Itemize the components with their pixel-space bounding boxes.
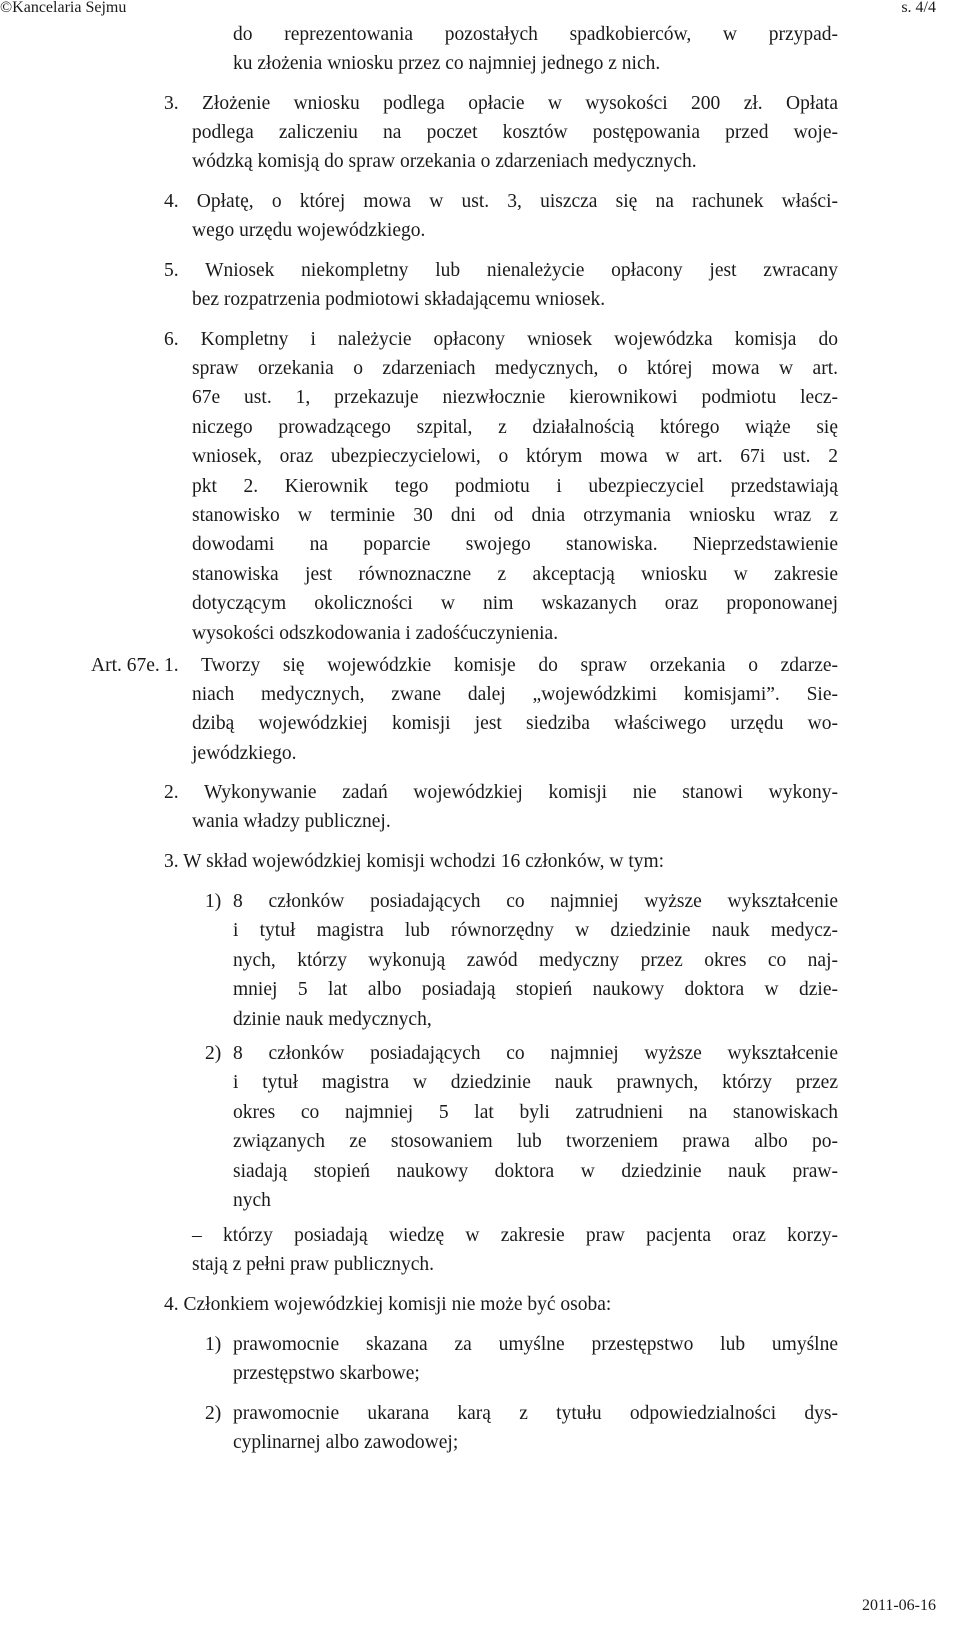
text-line: dotyczącym okoliczności w nim wskazanych oraz proponowanej (192, 593, 838, 615)
text-line: niczego prowadzącego szpital, z działalnością którego wiąże się (192, 416, 838, 438)
paragraph-4-cont (192, 216, 838, 245)
text-line: dowodami na poparcie swojego stanowiska. Nieprzedstawienie (192, 534, 838, 556)
text-line: bez rozpatrzenia podmiotowi składającemu wniosek. (192, 289, 606, 310)
text-line: i tytuł magistra w dziedzinie nauk prawnych, którzy przez (233, 1072, 838, 1094)
paragraph-5-cont (192, 285, 838, 314)
text-line: 8 członków posiadających co najmniej wyższe wykształcenie (233, 1043, 838, 1064)
list-item-3-1 (233, 887, 838, 1034)
page-number: s. 4/4 (901, 0, 936, 16)
text-line: stają z pełni praw publicznych. (192, 1254, 435, 1276)
paragraph-3 (164, 89, 838, 118)
text-line: okres co najmniej 5 lat byli zatrudnieni na stanowiskach (233, 1101, 838, 1123)
article-67e-para-1-cont (192, 680, 838, 768)
text-line: dzinie nauk medycznych, (233, 1008, 432, 1030)
text-line: 5. Wniosek niekompletny lub nienależycie opłacony jest zwracany (164, 260, 838, 281)
text-line: wego urzędu wojewódzkiego. (192, 220, 426, 241)
text-line: wódzką komisją do spraw orzekania o zdarzeniach medycznych. (192, 151, 697, 173)
text-line: 4. Opłatę, o której mowa w ust. 3, uiszcza się na rachunek właści- (164, 191, 838, 212)
list-item-3-2 (233, 1039, 838, 1215)
text-line: 3. Złożenie wniosku podlega opłacie w wysokości 200 zł. Opłata (164, 93, 838, 114)
article-label: Art. 67e. (91, 655, 160, 676)
list-tail (192, 1221, 838, 1280)
article-67e-para-3 (164, 847, 838, 876)
text-line: 8 członków posiadających co najmniej wyższe wykształcenie (233, 891, 838, 912)
text-line: mniej 5 lat albo posiadają stopień naukowy doktora w dzie- (233, 979, 838, 1001)
list-number: 1) (205, 1334, 222, 1355)
list-item-4-2 (233, 1399, 838, 1458)
text-line: dzibą wojewódzkiej komisji jest siedziba właściwego urzędu wo- (192, 713, 838, 735)
paragraph-6-cont (192, 354, 838, 648)
publisher-header: ©Kancelaria Sejmu (0, 0, 127, 16)
list-number: 2) (205, 1043, 222, 1064)
paragraph-4 (164, 187, 838, 216)
text-line: niach medycznych, zwane dalej „wojewódzkimi komisjami”. Sie- (192, 684, 838, 705)
document-date: 2011-06-16 (861, 1597, 936, 1614)
text-line: pkt 2. Kierownik tego podmiotu i ubezpieczyciel przedstawiają (192, 475, 838, 497)
text-line: prawomocnie ukarana karą z tytułu odpowiedzialności dys- (233, 1403, 838, 1424)
text-line: i tytuł magistra lub równorzędny w dziedzinie nauk medycz- (233, 920, 838, 942)
text-line: 67e ust. 1, przekazuje niezwłocznie kierownikowi podmiotu lecz- (192, 387, 838, 409)
text-line: 4. Członkiem wojewódzkiej komisji nie może być osoba: (164, 1294, 612, 1315)
text-line: przestępstwo skarbowe; (233, 1363, 420, 1385)
paragraph-3-cont (192, 118, 838, 177)
text-line: do reprezentowania pozostałych spadkobierców, w przypad- (233, 24, 838, 45)
text-line: nych (233, 1190, 271, 1212)
text-line: nych, którzy wykonują zawód medyczny przez okres co naj- (233, 949, 838, 971)
article-67e-para-2-cont (192, 807, 838, 836)
text-line: 3. W skład wojewódzkiej komisji wchodzi 16 członków, w tym: (164, 851, 665, 872)
text-line: stanowiska jest równoznaczne z akceptacją wniosku w zakresie (192, 563, 838, 585)
text-line: jewódzkiego. (192, 742, 297, 764)
article-67e-para-4 (164, 1290, 838, 1319)
text-line: wniosek, oraz ubezpieczycielowi, o którym mowa w art. 67i ust. 2 (192, 446, 838, 468)
text-line: spraw orzekania o zdarzeniach medycznych, o której mowa w art. (192, 358, 838, 379)
text-line: stanowisko w terminie 30 dni od dnia otrzymania wniosku wraz z (192, 505, 838, 527)
article-67e-para-2 (164, 778, 838, 807)
continuation-paragraph (233, 20, 838, 79)
article-67e-para-1 (164, 651, 838, 680)
text-line: prawomocnie skazana za umyślne przestępstwo lub umyślne (233, 1334, 838, 1355)
list-item-4-1 (233, 1330, 838, 1389)
text-line: wania władzy publicznej. (192, 811, 391, 832)
text-line: 6. Kompletny i należycie opłacony wniosek wojewódzka komisja do (164, 329, 838, 350)
text-line: 2. Wykonywanie zadań wojewódzkiej komisji nie stanowi wykony- (164, 782, 838, 803)
text-line: podlega zaliczeniu na poczet kosztów postępowania przed woje- (192, 122, 838, 143)
text-line: 1. Tworzy się wojewódzkie komisje do spraw orzekania o zdarze- (164, 655, 838, 676)
list-number: 1) (205, 891, 222, 912)
text-line: związanych ze stosowaniem lub tworzeniem prawa albo po- (233, 1131, 838, 1153)
text-line: ku złożenia wniosku przez co najmniej jednego z nich. (233, 53, 661, 75)
paragraph-5 (164, 256, 838, 285)
text-line: siadają stopień naukowy doktora w dziedzinie nauk praw- (233, 1160, 838, 1182)
text-line: – którzy posiadają wiedzę w zakresie praw pacjenta oraz korzy- (192, 1225, 838, 1246)
text-line: cyplinarnej albo zawodowej; (233, 1432, 459, 1454)
paragraph-6 (164, 325, 838, 354)
text-line: wysokości odszkodowania i zadośćuczynienia. (192, 622, 559, 644)
list-number: 2) (205, 1403, 222, 1424)
